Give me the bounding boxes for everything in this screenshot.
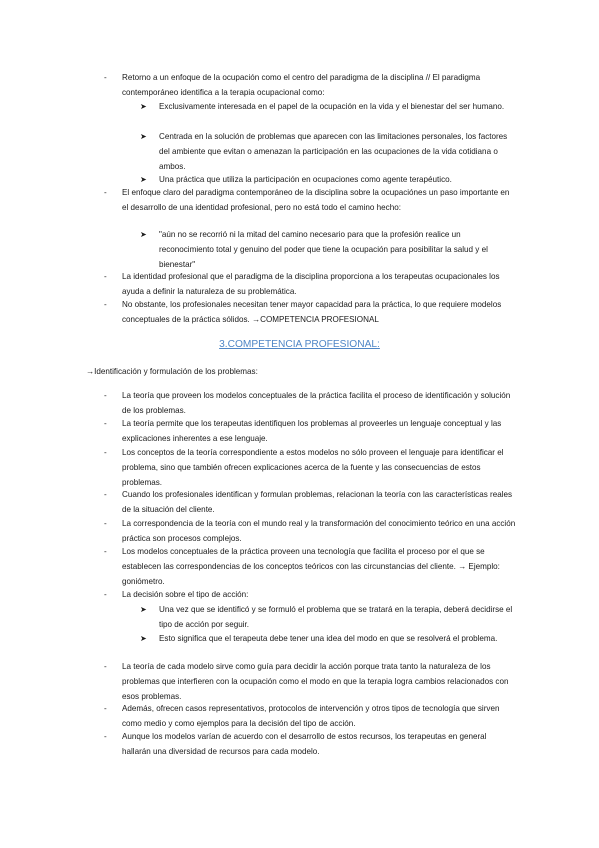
dash-bullet: - <box>104 448 107 457</box>
dash-bullet: - <box>104 704 107 713</box>
paragraph: La identidad profesional que el paradigma de la disciplina proporciona a los terapeutas ocupacionales los ayuda a definir la naturaleza de su problemática. <box>122 272 500 296</box>
arrow-bullet-icon: ➤ <box>140 102 147 111</box>
dash-bullet: - <box>104 662 107 671</box>
paragraph: Exclusivamente interesada en el papel de la ocupación en la vida y el bienestar del ser humano. <box>159 102 505 111</box>
dash-bullet: - <box>104 188 107 197</box>
dash-bullet: - <box>104 73 107 82</box>
arrow-bullet-icon: ➤ <box>140 175 147 184</box>
paragraph: No obstante, los profesionales necesitan tener mayor capacidad para la práctica, lo que requiere modelos conceptuales de la práctica sólidos. →COMPETENCIA PROFESIONAL <box>122 300 502 324</box>
paragraph: Cuando los profesionales identifican y formulan problemas, relacionan la teoría con las características reales de la situación del cliente. <box>122 490 513 514</box>
dash-bullet: - <box>104 519 107 528</box>
paragraph: Esto significa que el terapeuta debe tener una idea del modo en que se resolverá el problema. <box>159 634 498 643</box>
dash-bullet: - <box>104 490 107 499</box>
dash-bullet: - <box>104 732 107 741</box>
paragraph: Los conceptos de la teoría correspondiente a estos modelos no sólo proveen el lenguaje para identificar el problema, sino que también ofrecen explicaciones acerca de la fuente y las consecuencias de estos problemas. <box>122 448 504 487</box>
paragraph: Además, ofrecen casos representativos, protocolos de intervención y otros tipos de tecnología que sirven como medio y como ejemplos para la decisión del tipo de acción. <box>122 704 500 728</box>
dash-bullet: - <box>104 391 107 400</box>
paragraph: Retorno a un enfoque de la ocupación como el centro del paradigma de la disciplina // El paradigma contemporáneo identifica a la terapia ocupacional como: <box>122 73 481 97</box>
paragraph: Una práctica que utiliza la participación en ocupaciones como agente terapéutico. <box>159 175 452 184</box>
paragraph: La teoría permite que los terapeutas identifiquen los problemas al proveerles un lenguaje conceptual y las explicaciones inherentes a ese lenguaje. <box>122 419 502 443</box>
paragraph: Centrada en la solución de problemas que aparecen con las limitaciones personales, los factores del ambiente que evitan o amenazan la participación en las ocupaciones de la vida cotidiana o ambos. <box>159 132 508 171</box>
paragraph: Aunque los modelos varían de acuerdo con el desarrollo de estos recursos, los terapeutas en general hallarán una diversidad de recursos para cada modelo. <box>122 732 487 756</box>
arrow-bullet-icon: ➤ <box>140 634 147 643</box>
paragraph: La teoría de cada modelo sirve como guía para decidir la acción porque trata tanto la naturaleza de los problemas que interfieren con la ocupación como el modo en que la terapia logra cambios relacionados con esos problemas. <box>122 662 509 701</box>
dash-bullet: - <box>104 547 107 556</box>
paragraph: Los modelos conceptuales de la práctica proveen una tecnología que facilita el proceso por el que se establecen las correspondencias de los conceptos teóricos con las circunstancias del cliente. → Ejemplo: goniómetro. <box>122 547 500 586</box>
paragraph: La decisión sobre el tipo de acción: <box>122 590 249 599</box>
arrow-bullet-icon: ➤ <box>140 230 147 239</box>
section-heading: 3.COMPETENCIA PROFESIONAL: <box>219 339 380 350</box>
paragraph: El enfoque claro del paradigma contemporáneo de la disciplina sobre la ocupaciónes un paso importante en el desarrollo de una identidad profesional, pero no está todo el camino hecho: <box>122 188 510 212</box>
dash-bullet: - <box>104 590 107 599</box>
arrow-bullet-icon: ➤ <box>140 132 147 141</box>
paragraph: La teoría que proveen los modelos conceptuales de la práctica facilita el proceso de identificación y solución de los problemas. <box>122 391 511 415</box>
quote: "aún no se recorrió ni la mitad del camino necesario para que la profesión realice un reconocimiento total y genuino del poder que tiene la ocupación para posibilitar la salud y el bienestar" <box>159 230 488 269</box>
paragraph: Una vez que se identificó y se formuló el problema que se tratará en la terapia, deberá decidirse el tipo de acción por seguir. <box>159 605 513 629</box>
dash-bullet: - <box>104 300 107 309</box>
paragraph: La correspondencia de la teoría con el mundo real y la transformación del conocimiento teórico en una acción práctica son procesos complejos. <box>122 519 516 543</box>
arrow-bullet-icon: ➤ <box>140 605 147 614</box>
dash-bullet: - <box>104 419 107 428</box>
dash-bullet: - <box>104 272 107 281</box>
subheading: →Identificación y formulación de los problemas: <box>86 367 258 376</box>
